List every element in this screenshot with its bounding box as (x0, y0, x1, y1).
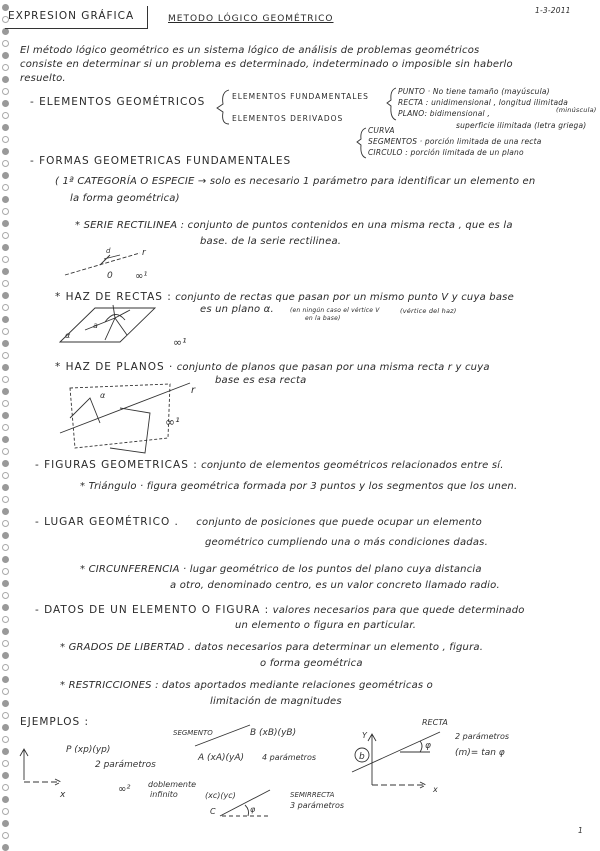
doblemente: doblemente (148, 780, 197, 789)
curva-def: CURVA (368, 126, 395, 135)
label-o: 0 (107, 271, 113, 281)
punto-def: PUNTO · No tiene tamaño (mayúscula) (398, 87, 550, 96)
point-b: B (xB)(yB) (250, 728, 297, 738)
haz-planos-text: conjunto de planos que pasan por una misma recta r y cuya (176, 362, 490, 373)
haz-rectas-text-2: es un plano α. (200, 304, 274, 315)
elementos-heading: - ELEMENTOS GEOMÉTRICOS (30, 96, 206, 108)
formas-heading: - FORMAS GEOMETRICAS FUNDAMENTALES (30, 155, 292, 167)
elementos-derivados: ELEMENTOS DERIVADOS (232, 114, 344, 123)
figuras-heading: - FIGURAS GEOMETRICAS : (35, 459, 198, 471)
recta-phi: φ (425, 741, 431, 751)
serie-label: * SERIE RECTILINEA : (75, 220, 185, 231)
restricciones-2: limitación de magnitudes (210, 696, 342, 707)
plano-def-2: superficie ilimitada (letra griega) (456, 121, 587, 130)
params-2: 2 parámetros (95, 760, 156, 770)
label-r: r (191, 385, 196, 396)
label-a: α (100, 391, 106, 400)
recta-params: 2 parámetros (455, 732, 510, 741)
recta-note: (minúscula) (556, 106, 597, 114)
date: 1-3-2011 (535, 6, 571, 15)
categoria-line: ( 1ª CATEGORÍA O ESPECIE → solo es necesario 1 parámetro para identificar un elemento en (55, 176, 536, 187)
inf-2: ∞² (118, 784, 131, 795)
semirrecta-coords: (xc)(yc) (205, 791, 236, 800)
label-r: r (142, 248, 146, 258)
label-a: a (93, 321, 98, 330)
lugar-heading: - LUGAR GEOMÉTRICO . (35, 516, 179, 528)
params-4: 4 parámetros (262, 753, 317, 762)
grados-libertad: * GRADOS DE LIBERTAD . datos necesarios para determinar un elemento , figura. (60, 642, 484, 653)
datos-heading: - DATOS DE UN ELEMENTO O FIGURA : (35, 604, 270, 616)
recta-def: RECTA : unidimensional , longitud ilimitada (398, 98, 569, 107)
lugar-text: conjunto de posiciones que puede ocupar un elemento (196, 517, 482, 528)
haz-rectas-note: (en ningún caso el vértice V (290, 307, 380, 314)
label-b: b (359, 752, 365, 762)
axis-y: Y (362, 731, 367, 740)
haz-rectas-label: * HAZ DE RECTAS : (55, 291, 172, 303)
intro-line: El método lógico geométrico es un sistema lógico de análisis de problemas geométricos (20, 45, 480, 56)
subject-label: EXPRESION GRÁFICA (8, 10, 135, 22)
haz-rectas-note: en la base) (305, 315, 341, 322)
label-inf: ∞¹ (173, 336, 187, 349)
serie-text: conjunto de puntos contenidos en una misma recta , que es la (187, 220, 513, 231)
point-c: C (210, 807, 216, 816)
serie-text-2: base. de la serie rectilinea. (200, 236, 342, 247)
label-inf: ∞¹ (135, 271, 148, 282)
datos-text: valores necesarios para que quede determinado (272, 605, 525, 616)
page-number: 1 (578, 826, 583, 835)
semirrecta-label: SEMIRRECTA (290, 791, 335, 799)
haz-planos-text-2: base es esa recta (215, 375, 307, 386)
segmento-label: SEGMENTO (173, 729, 213, 737)
point-a: A (xA)(yA) (198, 753, 245, 763)
circunferencia-def: * CIRCUNFERENCIA · lugar geométrico de los puntos del plano cuya distancia (80, 564, 482, 575)
label-inf: ∞¹ (165, 415, 180, 429)
params-3: 3 parámetros (290, 801, 345, 810)
restricciones: * RESTRICCIONES : datos aportados mediante relaciones geométricas o (60, 680, 434, 691)
elementos-fundamentales: ELEMENTOS FUNDAMENTALES (232, 92, 369, 101)
point-p: P (xp)(yp) (66, 745, 111, 755)
datos-text-2: un elemento o figura en particular. (235, 620, 417, 631)
recta-m: (m)= tan φ (455, 748, 505, 758)
segmentos-def: SEGMENTOS · porción limitada de una recta (368, 137, 542, 146)
label-d: d (106, 247, 111, 255)
categoria-line: la forma geométrica) (70, 193, 180, 204)
lugar-text-2: geométrico cumpliendo una o más condiciones dadas. (205, 537, 488, 548)
label-alpha: α (65, 331, 71, 340)
recta-label: RECTA (422, 718, 448, 727)
triangulo-def: * Triángulo · figura geométrica formada por 3 puntos y los segmentos que los unen. (80, 481, 518, 492)
haz-planos-label: * HAZ DE PLANOS · (55, 361, 174, 373)
circunferencia-def-2: a otro, denominado centro, es un valor concreto llamado radio. (170, 580, 500, 591)
semirrecta-phi: φ (250, 805, 256, 814)
haz-rectas-text: conjunto de rectas que pasan por un mismo punto V y cuya base (175, 292, 514, 303)
intro-line: consiste en determinar si un problema es determinado, indeterminado o imposible sin haberlo (20, 59, 513, 70)
intro-line: resuelto. (20, 73, 66, 84)
haz-rectas-note: (vértice del haz) (400, 307, 457, 315)
plano-def: PLANO: bidimensional , (398, 109, 490, 118)
circulo-def: CIRCULO : porción limitada de un plano (368, 148, 524, 157)
page-title: METODO LÓGICO GEOMÉTRICO (168, 14, 334, 24)
axis-x: x (60, 790, 66, 800)
infinito: infinito (150, 790, 178, 799)
grados-libertad-2: o forma geométrica (260, 658, 363, 669)
figuras-text: conjunto de elementos geométricos relacionados entre sí. (201, 460, 504, 471)
axis-x: x (433, 785, 438, 794)
ejemplos-heading: EJEMPLOS : (20, 716, 90, 728)
